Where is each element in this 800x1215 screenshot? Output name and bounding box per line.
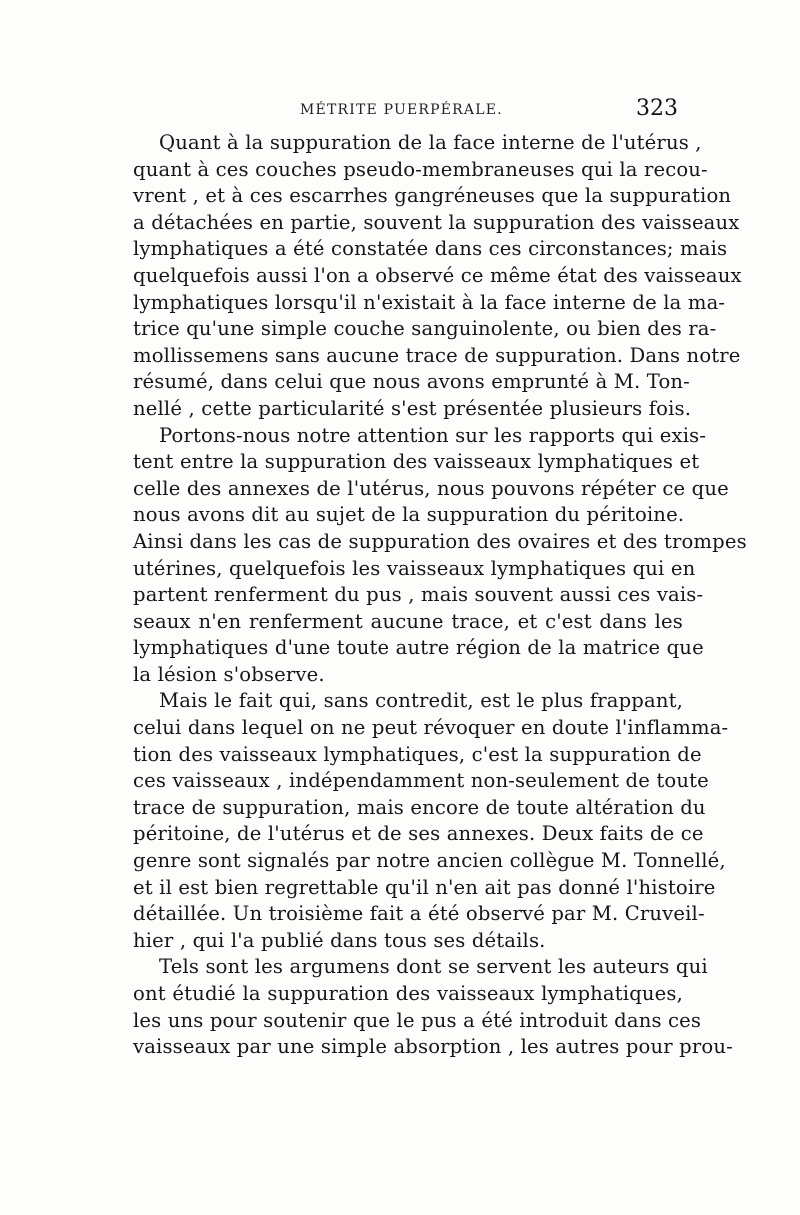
text-line: genre sont signalés par notre ancien collègue M. Tonnellé, xyxy=(133,849,726,873)
text-line: trace de suppuration, mais encore de toute altération du xyxy=(133,795,706,819)
text-line: lymphatiques a été constatée dans ces circonstances; mais xyxy=(133,237,728,261)
text-line: Quant à la suppuration de la face interne de l'utérus , xyxy=(159,131,702,154)
text-line: partent renferment du pus , mais souvent aussi ces vais- xyxy=(133,583,704,607)
text-line: Mais le fait qui, sans contredit, est le plus frappant, xyxy=(159,689,683,713)
text-line: quant à ces couches pseudo-membraneuses qui la recou- xyxy=(133,157,708,181)
paragraph-3 xyxy=(133,688,729,954)
text-line: péritoine, de l'utérus et de ses annexes. Deux faits de ce xyxy=(133,822,704,846)
text-line: celle des annexes de l'utérus, nous pouvons répéter ce que xyxy=(133,476,729,500)
text-line: a détachées en partie, souvent la suppuration des vaisseaux xyxy=(133,210,740,234)
paragraph-2 xyxy=(133,423,747,689)
page-number: 323 xyxy=(636,96,678,121)
text-line: mollissemens sans aucune trace de suppuration. Dans notre xyxy=(133,343,741,367)
text-line: nous avons dit au sujet de la suppuration du péritoine. xyxy=(133,503,685,527)
text-line: vaisseaux par une simple absorption , les autres pour prou- xyxy=(133,1035,733,1059)
text-line: hier , qui l'a publié dans tous ses détails. xyxy=(133,928,546,952)
paragraph-1 xyxy=(133,130,742,423)
text-line: la lésion s'observe. xyxy=(133,662,325,686)
text-line: Portons-nous notre attention sur les rapports qui exis- xyxy=(159,423,707,447)
page-header xyxy=(135,96,680,126)
text-line: seaux n'en renferment aucune trace, et c'est dans les xyxy=(133,609,683,633)
text-line: utérines, quelquefois les vaisseaux lymphatiques qui en xyxy=(133,556,696,580)
text-line: trice qu'une simple couche sanguinolente, ou bien des ra- xyxy=(133,317,717,341)
text-line: ont étudié la suppuration des vaisseaux lymphatiques, xyxy=(133,982,683,1005)
text-line: celui dans lequel on ne peut révoquer en doute l'inflamma- xyxy=(133,716,729,740)
text-line: lymphatiques lorsqu'il n'existait à la face interne de la ma- xyxy=(133,290,726,314)
text-line: Tels sont les argumens dont se servent les auteurs qui xyxy=(159,955,708,979)
text-line: tent entre la suppuration des vaisseaux lymphatiques et xyxy=(133,450,700,474)
text-line: vrent , et à ces escarrhes gangréneuses que la suppuration xyxy=(133,184,732,208)
text-line: et il est bien regrettable qu'il n'en ait pas donné l'histoire xyxy=(133,875,716,899)
text-line: tion des vaisseaux lymphatiques, c'est la suppuration de xyxy=(133,742,702,766)
text-line: résumé, dans celui que nous avons emprunté à M. Ton- xyxy=(133,370,690,394)
text-line: ces vaisseaux , indépendamment non-seulement de toute xyxy=(133,769,709,793)
running-head: MÉTRITE PUERPÉRALE. xyxy=(300,102,503,118)
text-line: les uns pour soutenir que le pus a été introduit dans ces xyxy=(133,1008,702,1032)
text-line: nellé , cette particularité s'est présentée plusieurs fois. xyxy=(133,396,692,420)
text-line: Ainsi dans les cas de suppuration des ovaires et des trompes xyxy=(133,529,747,553)
body-text xyxy=(133,130,747,1061)
paragraph-4 xyxy=(133,954,733,1060)
text-line: détaillée. Un troisième fait a été observé par M. Cruveil- xyxy=(133,902,705,926)
text-line: quelquefois aussi l'on a observé ce même état des vaisseaux xyxy=(133,263,742,287)
text-line: lymphatiques d'une toute autre région de la matrice que xyxy=(133,636,704,660)
